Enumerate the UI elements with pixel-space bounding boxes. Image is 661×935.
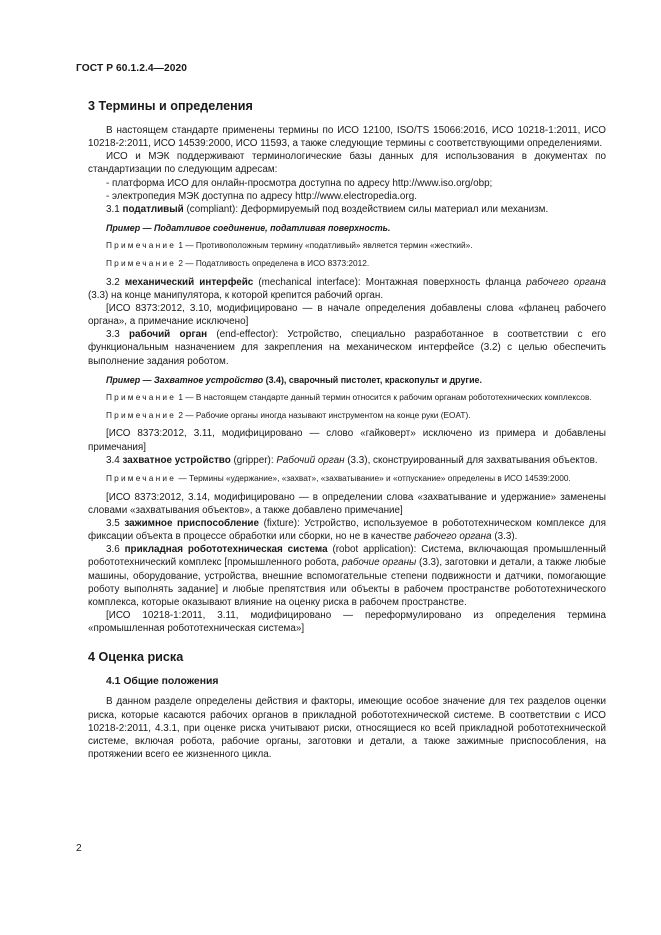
- iso-obp-item: - платформа ИСО для онлайн-просмотра доступна по адресу http://www.iso.org/obp;: [106, 177, 493, 189]
- page-content: [88, 88, 606, 761]
- term-3-6-name: прикладная робототехническая система: [124, 544, 328, 556]
- example-3-3: Пример — Захватное устройство (3.4), сварочный пистолет, краскопульт и другие.: [106, 374, 482, 385]
- term-3-2: 3.2 механический интерфейс (mechanical interface): Монтажная поверхность фланца рабочего органа (3.3) на конце манипулятора, к которой крепится рабочий орган.: [88, 276, 606, 301]
- term-3-6: 3.6 прикладная робототехническая система (robot application): Система, включающая промышленный робототехнический комплекс [промышленного робота, рабочие органы (3.3), заготовки и детали, а также любые машины, оборудование, устройства, внешние вспомогательные степени подвижности и датчики, помогающие роботу выполнять задание] и любые препятствия или объекты в рабочем пространстве робототехнического комплекса, которые оказывают влияние на оценку риска в рабочем пространстве.: [88, 544, 606, 608]
- section-3-title: 3 Термины и определения: [88, 99, 253, 113]
- term-3-1-name: податливый: [122, 203, 184, 215]
- term-3-1: 3.1 податливый (compliant): Деформируемый под воздействием силы материал или механизм.: [106, 203, 549, 215]
- section-4-1-paragraph: В данном разделе определены действия и факторы, имеющие особое значение для тех разделов оценки риска, которые касаются рабочих органов в прикладной робототехнической системе. В соответствии с ИСО 10218-2:2011, 4.3.1, при оценке риска учитывают риски, относящиеся ко всей прикладной робототехнической системе, включая робота, рабочие органы, заготовки и детали, а также зажимные приспособления, на протяжении всего ее жизненного цикла.: [88, 696, 606, 760]
- source-3-6: [ИСО 10218-1:2011, 3.11, модифицировано — переформулировано из определения термина «промышленная робототехническая система»]: [88, 610, 606, 635]
- term-3-3: 3.3 рабочий орган (end-effector): Устройство, специально разработанное в соответствии с его функциональным назначением для закрепления на механическом интерфейсе (3.2) с целью обеспечить выполнение задания роботом.: [88, 329, 606, 367]
- electropedia-item: - электропедия МЭК доступна по адресу http://www.electropedia.org.: [106, 190, 417, 202]
- note-3-4: Примечание — Термины «удержание», «захват», «захватывание» и «отпускание» определены в ИСО 14539:2000.: [106, 472, 571, 483]
- term-3-4-name: захватное устройство: [122, 454, 231, 466]
- note-3-3-1: Примечание 1 — В настоящем стандарте данный термин относится к рабочим органам робототехнических комплексов.: [106, 391, 592, 402]
- subsection-4-1-title: 4.1 Общие положения: [106, 676, 219, 688]
- note-3-3-2: Примечание 2 — Рабочие органы иногда называют инструментом на конце руки (EOAT).: [106, 409, 471, 420]
- source-3-3: [ИСО 8373:2012, 3.11, модифицировано — слово «гайковерт» исключено из примера и добавлены примечания]: [88, 428, 606, 453]
- note-3-1-1: Примечание 1 — Противоположным термину «податливый» является термин «жесткий».: [106, 240, 473, 251]
- term-3-5-name: зажимное приспособление: [124, 517, 259, 529]
- source-3-4: [ИСО 8373:2012, 3.14, модифицировано — в определении слова «захватывание и удержание» заменены словами «захватывания объектов», а также добавлено примечание]: [88, 491, 606, 516]
- note-3-1-2: Примечание 2 — Податливость определена в ИСО 8373:2012.: [106, 257, 370, 268]
- term-3-2-name: механический интерфейс: [124, 276, 254, 288]
- example-3-1: Пример — Податливое соединение, податливая поверхность.: [106, 223, 391, 234]
- term-3-4: 3.4 захватное устройство (gripper): Рабочий орган (3.3), сконструированный для захватывания объектов.: [106, 454, 598, 466]
- page-number: 2: [76, 843, 82, 854]
- term-3-5: 3.5 зажимное приспособление (fixture): Устройство, используемое в робототехническом комплексе для фиксации объекта в процессе обработки или сборки, но не в качестве рабочего органа (3.3).: [88, 517, 606, 543]
- section-3-intro: В настоящем стандарте применены термины по ИСО 12100, ISO/TS 15066:2016, ИСО 10218-1:2011, ИСО 10218-2:2011, ИСО 14539:2000, ИСО 11593, а также следующие термины с соответствующими определениями.: [88, 125, 606, 150]
- source-3-2: [ИСО 8373:2012, 3.10, модифицировано — в начале определения добавлены слова «фланец рабочего органа», а примечание исключено]: [88, 303, 606, 328]
- section-4-title: 4 Оценка риска: [88, 650, 184, 665]
- termbases-paragraph: ИСО и МЭК поддерживают терминологические базы данных для использования в документах по стандартизации по следующим адресам:: [88, 151, 606, 176]
- term-3-3-name: рабочий орган: [128, 329, 208, 341]
- document-id-header: ГОСТ Р 60.1.2.4—2020: [76, 63, 188, 74]
